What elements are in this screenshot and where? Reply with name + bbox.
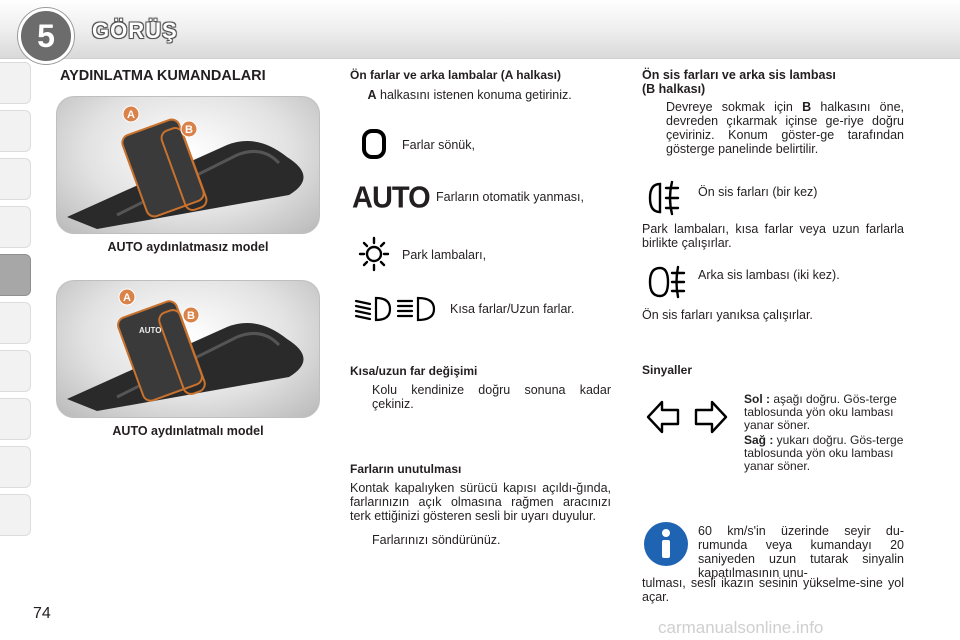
lighting-stalk-illustration	[57, 97, 319, 233]
right-signal-text: Sağ : yukarı doğru. Gös-terge tablosunda yön oku lambası yanar söner.	[744, 433, 904, 473]
chapter-title: GÖRÜŞ	[92, 18, 178, 43]
info-icon	[644, 522, 688, 566]
heading-beam-switch: Kısa/uzun far değişimi	[350, 364, 478, 378]
chapter-tab-9[interactable]	[0, 446, 31, 488]
turn-left-arrow-icon	[646, 398, 680, 441]
chapter-tab-6[interactable]	[0, 302, 31, 344]
rear-fog-text: Arka sis lambası (iki kez).	[698, 268, 840, 282]
svg-text:AUTO: AUTO	[139, 326, 162, 335]
stalk-photo-no-auto	[56, 96, 320, 234]
lights-off-icon	[360, 128, 388, 160]
chapter-tab-1[interactable]	[0, 62, 31, 104]
left-signal-text: Sol : aşağı doğru. Gös-terge tablosunda yön oku lambası yanar söner.	[744, 392, 897, 432]
info-text-first: 60 km/s'in üzerinde seyir du-rumunda veya kumandayı 20 saniyeden uzun tutarak sinyalin kapatılmasının unu-	[698, 524, 904, 580]
page-number: 74	[33, 605, 51, 622]
lighting-stalk-auto-illustration	[57, 281, 319, 417]
rear-fog-icon	[648, 264, 688, 305]
info-text-rest: tulması, sesli ikazın sesinin yükselme-sine yol açar.	[642, 576, 904, 604]
turn-right-arrow-icon	[694, 398, 728, 441]
bullet-ring-b: Devreye sokmak için B halkasını öne, devreden çıkarmak içinse ge-riye doğru çeviriniz. Konum göster-ge tarafından gösterge panelinde belirtilir.	[666, 100, 904, 156]
photo2-caption: AUTO aydınlatmalı model	[112, 424, 264, 438]
chapter-tab-5[interactable]	[0, 254, 31, 296]
chapter-tab-10[interactable]	[0, 494, 31, 536]
svg-text:B: B	[185, 124, 193, 136]
svg-text:B: B	[187, 310, 195, 322]
bullet-beam-switch: Kolu kendinize doğru sonuna kadar çekiniz.	[372, 383, 611, 411]
bullet-turn-off-lights: Farlarınızı söndürünüz.	[372, 533, 501, 547]
bullet-ring-a: A halkasını istenen konuma getiriniz.	[367, 88, 572, 102]
fog-park-text: Park lambaları, kısa farlar veya uzun farlarla birlikte çalışırlar.	[642, 222, 904, 250]
parking-lights-icon	[358, 236, 390, 277]
chapter-tab-3[interactable]	[0, 158, 31, 200]
low-high-beam-icon	[354, 295, 438, 328]
svg-text:A: A	[123, 292, 131, 304]
forgotten-lights-text: Kontak kapalıyken sürücü kapısı açıldı-ğında, farlarınızın açık olmasına rağmen aracınızı terk ettiğinizi gösteren sesli bir uyarı duyulur.	[350, 481, 611, 523]
photo1-caption: AUTO aydınlatmasız model	[107, 240, 269, 254]
front-fog-icon	[648, 180, 688, 221]
heading-lights-forgotten: Farların unutulması	[350, 462, 462, 476]
chapter-tab-7[interactable]	[0, 350, 31, 392]
item-auto-lights: Farların otomatik yanması,	[436, 190, 584, 204]
item-lights-off: Farlar sönük,	[402, 138, 475, 152]
chapter-tab-4[interactable]	[0, 206, 31, 248]
chapter-tab-2[interactable]	[0, 110, 31, 152]
section-title: AYDINLATMA KUMANDALARI	[60, 68, 266, 84]
item-low-high-beam: Kısa farlar/Uzun farlar.	[450, 302, 575, 316]
heading-front-rear-lights: Ön farlar ve arka lambalar (A halkası)	[350, 68, 561, 82]
fog-condition-text: Ön sis farları yanıksa çalışırlar.	[642, 308, 813, 322]
stalk-photo-auto	[56, 280, 320, 418]
item-parking-lights: Park lambaları,	[402, 248, 487, 262]
heading-turn-signals: Sinyaller	[642, 363, 693, 377]
heading-fog-lights: Ön sis farları ve arka sis lambası (B halkası)	[642, 68, 836, 96]
chapter-tabs	[0, 62, 34, 574]
auto-icon: AUTO	[352, 181, 430, 215]
chapter-tab-8[interactable]	[0, 398, 31, 440]
svg-text:A: A	[127, 109, 135, 121]
chapter-number-badge: 5	[18, 8, 74, 64]
watermark: carmanualsonline.info	[658, 618, 824, 637]
front-fog-text: Ön sis farları (bir kez)	[698, 185, 818, 199]
